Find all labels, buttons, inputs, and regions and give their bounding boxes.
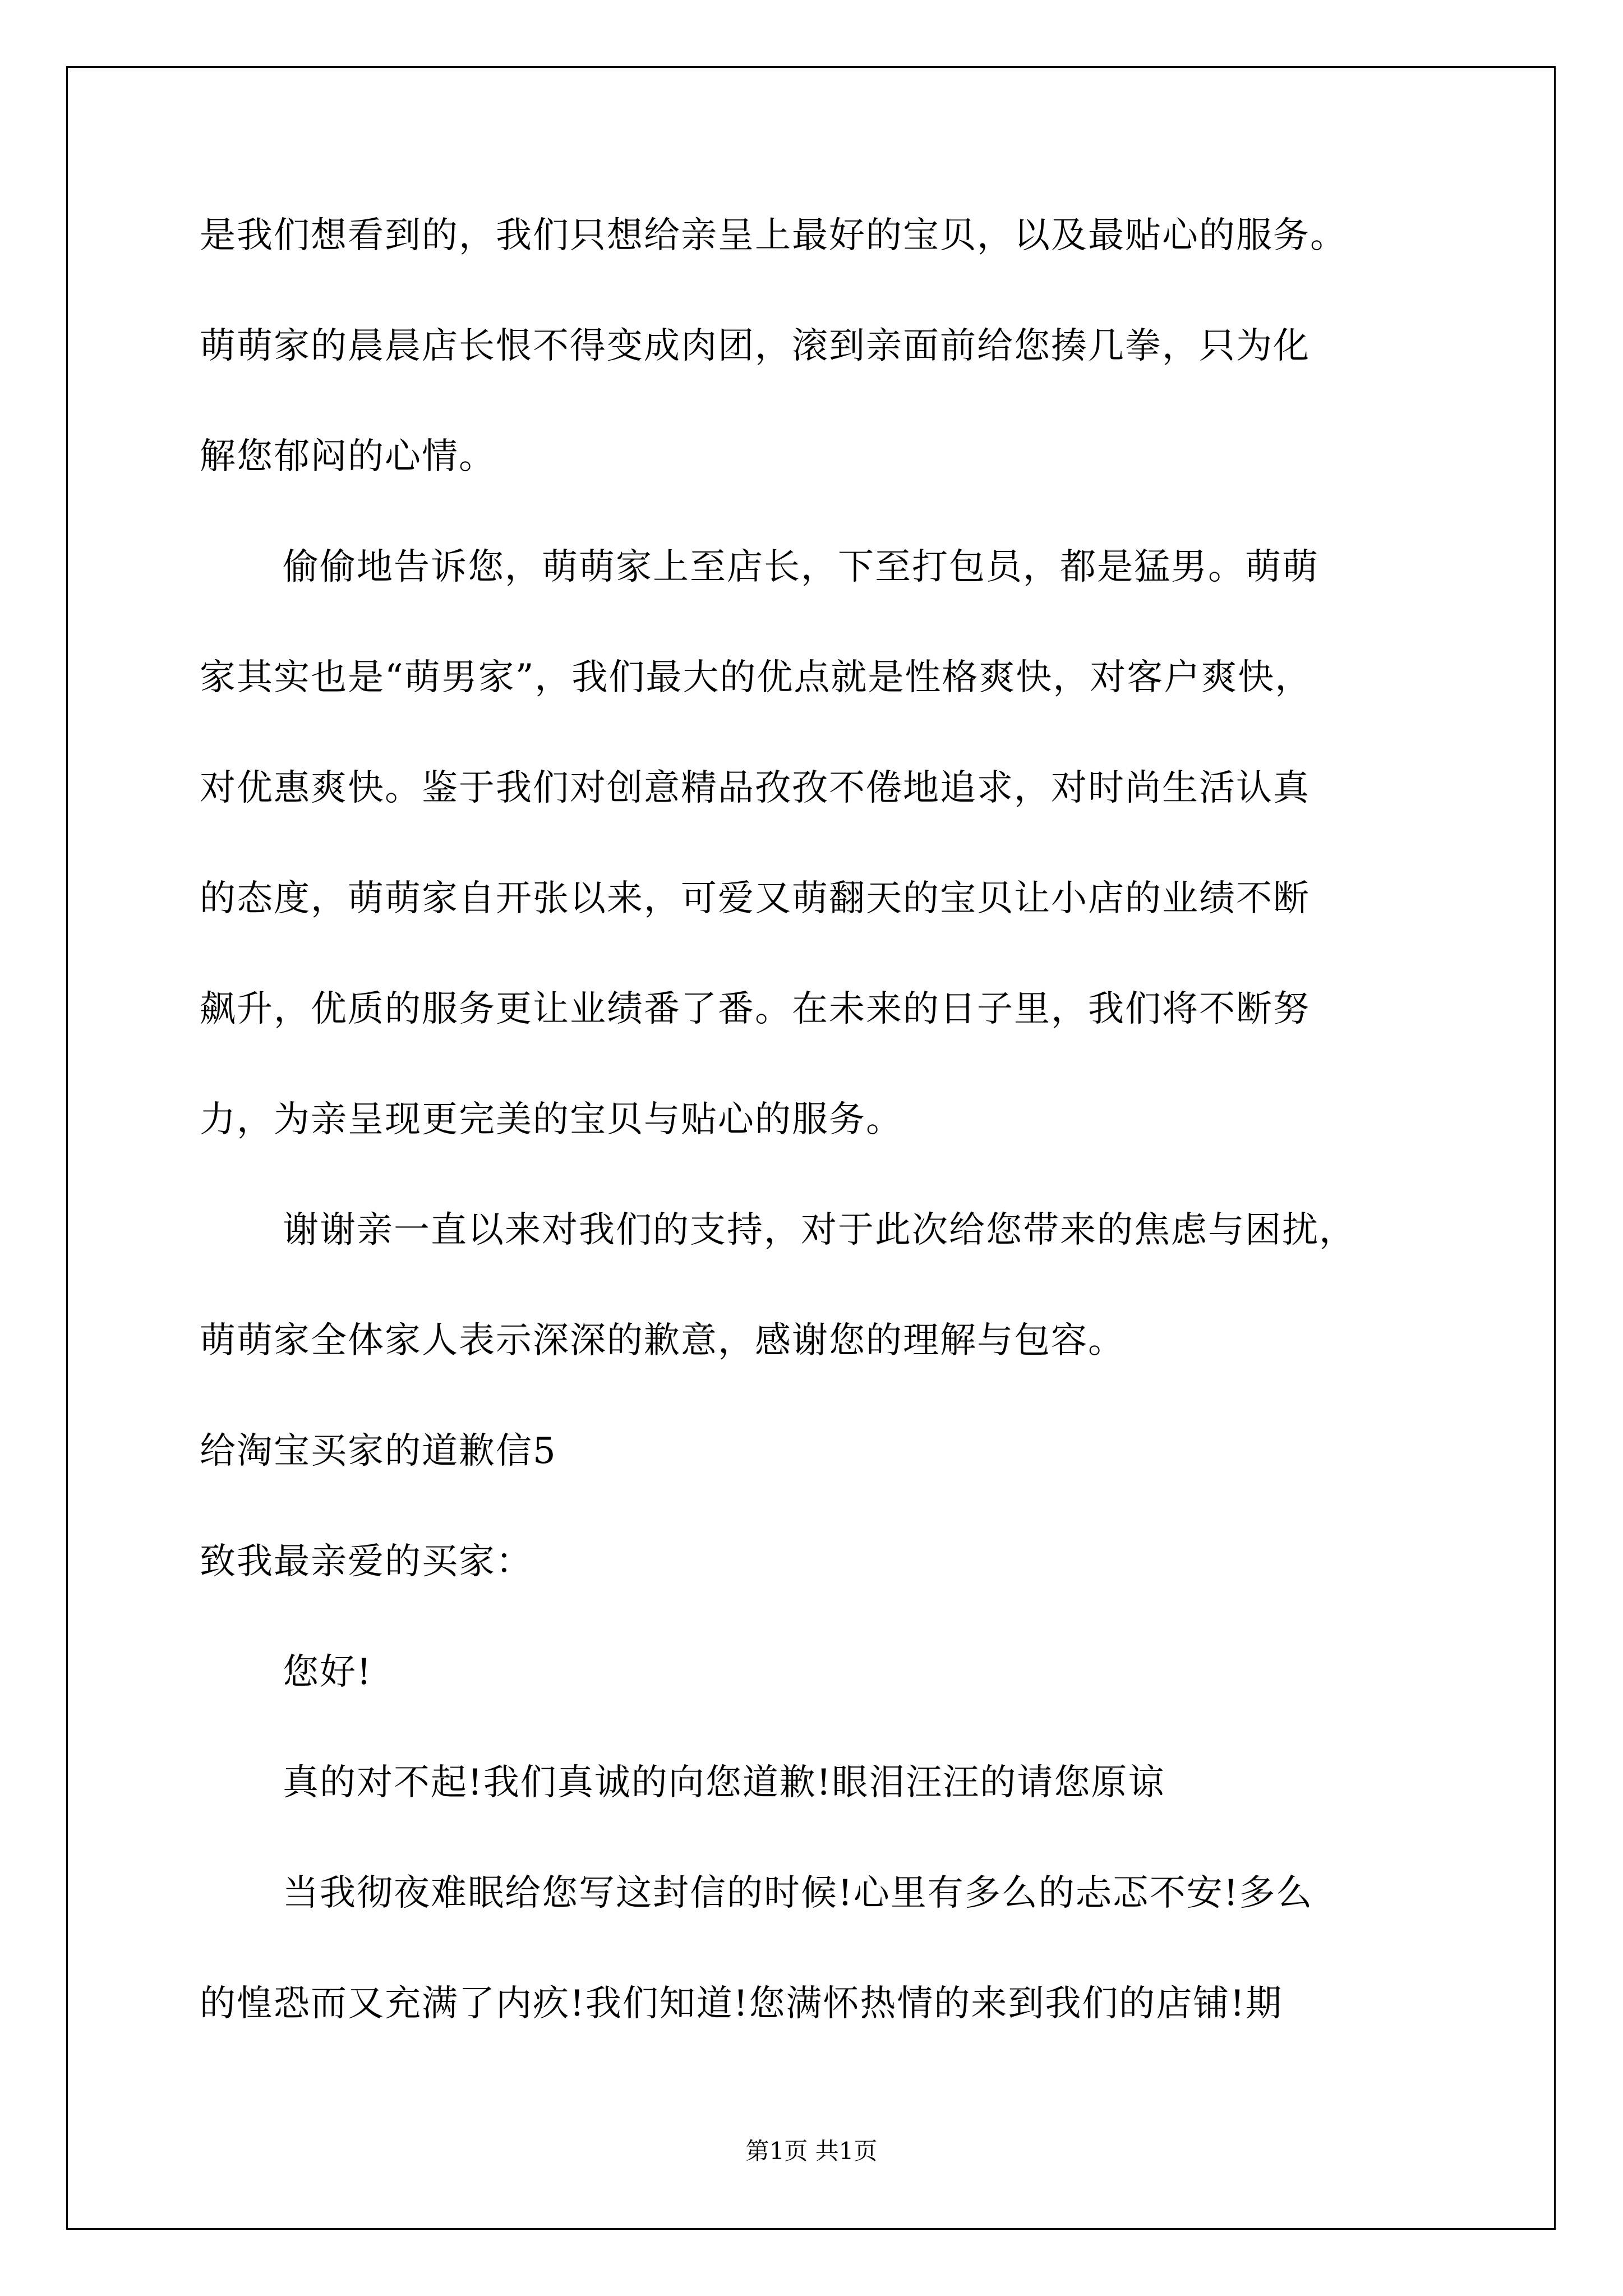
text-line: 的惶恐而又充满了内疚!我们知道!您满怀热情的来到我们的店铺!期 <box>200 1983 1283 2024</box>
salutation: 致我最亲爱的买家： <box>200 1541 533 1582</box>
text-line: 真的对不起!我们真诚的向您道歉!眼泪汪汪的请您原谅 <box>283 1762 1165 1803</box>
greeting: 您好! <box>283 1651 372 1693</box>
text-line: 力，为亲呈现更完美的宝贝与贴心的服务。 <box>200 1099 903 1140</box>
text-line: 当我彻夜难眠给您写这封信的时候!心里有多么的忐忑不安!多么 <box>283 1872 1313 1914</box>
text-line: 萌萌家全体家人表示深深的歉意，感谢您的理解与包容。 <box>200 1320 1125 1361</box>
text-line: 偷偷地告诉您，萌萌家上至店长，下至打包员，都是猛男。萌萌 <box>283 546 1319 588</box>
page-footer: 第1页 共1页 <box>745 2137 878 2165</box>
text-line: 是我们想看到的，我们只想给亲呈上最好的宝贝，以及最贴心的服务。 <box>200 215 1347 256</box>
document-body <box>200 208 1490 2086</box>
section-heading: 给淘宝买家的道歉信5 <box>200 1430 557 1472</box>
text-line: 的态度，萌萌家自开张以来，可爱又萌翻天的宝贝让小店的业绩不断 <box>200 878 1310 919</box>
text-line: 谢谢亲一直以来对我们的支持，对于此次给您带来的焦虑与困扰， <box>283 1209 1356 1251</box>
text-line: 对优惠爽快。鉴于我们对创意精品孜孜不倦地追求，对时尚生活认真 <box>200 767 1310 809</box>
text-line: 家其实也是“萌男家”，我们最大的优点就是性格爽快，对客户爽快， <box>200 657 1312 698</box>
text-line: 飙升，优质的服务更让业绩番了番。在未来的日子里，我们将不断努 <box>200 988 1310 1030</box>
text-line: 萌萌家的晨晨店长恨不得变成肉团，滚到亲面前给您揍几拳，只为化 <box>200 325 1310 367</box>
text-line: 解您郁闷的心情。 <box>200 436 496 477</box>
